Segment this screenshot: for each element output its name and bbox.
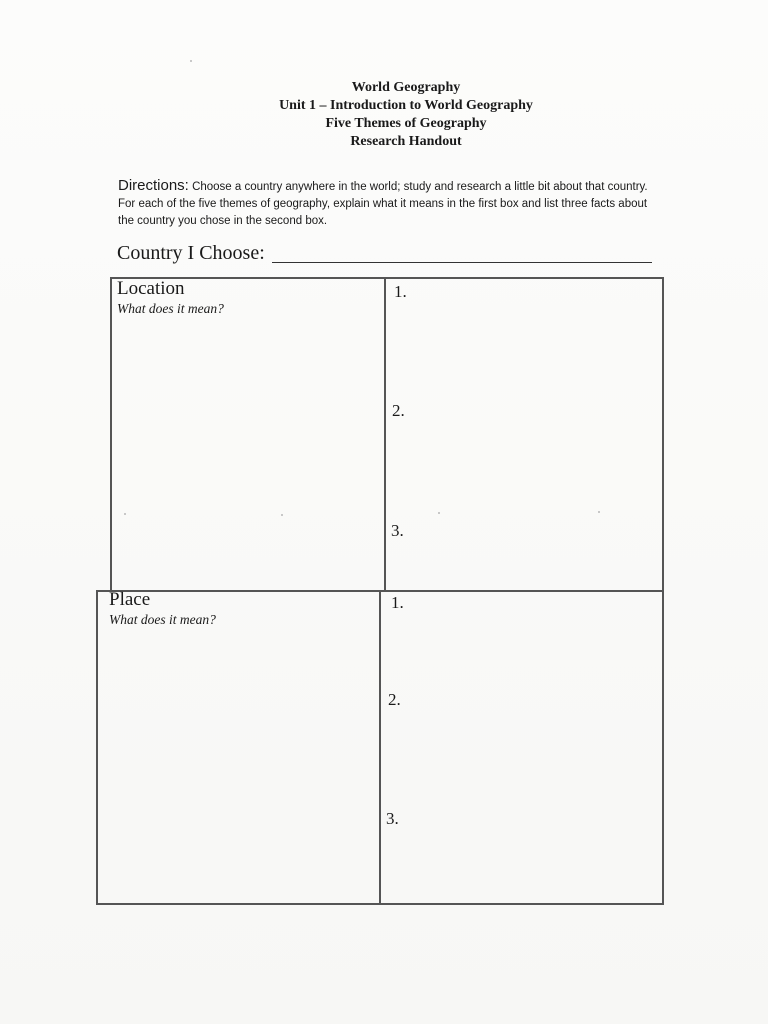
scan-speck xyxy=(598,511,600,513)
place-fact-2: 2. xyxy=(388,690,401,709)
country-row xyxy=(117,240,657,270)
grid-top-border xyxy=(110,277,664,279)
scan-speck xyxy=(281,514,283,516)
country-label: Country I Choose: xyxy=(117,242,265,264)
handout-title: Research Handout xyxy=(350,134,462,149)
location-title: Location xyxy=(117,278,185,299)
directions-text: Choose a country anywhere in the world; study and research a little bit about that country. For each of the five themes of geography, explain what it means in the first box and list three facts about the country you chose in the second box. xyxy=(118,181,648,227)
directions-paragraph xyxy=(118,177,663,230)
country-answer-line[interactable] xyxy=(272,262,652,263)
place-prompt: What does it mean? xyxy=(109,612,216,627)
scan-speck xyxy=(190,60,192,62)
scan-speck xyxy=(438,512,440,514)
grid-center-divider-top xyxy=(384,277,386,591)
scan-speck xyxy=(124,513,126,515)
worksheet-header xyxy=(0,79,768,151)
location-fact-2: 2. xyxy=(392,401,405,420)
place-fact-1: 1. xyxy=(391,593,404,612)
location-meaning-area[interactable] xyxy=(112,321,382,587)
themes-grid xyxy=(96,277,664,905)
directions-lead: Directions: xyxy=(118,177,189,194)
grid-left-border-bottom xyxy=(96,590,98,904)
location-prompt: What does it mean? xyxy=(117,301,224,316)
unit-title: Unit 1 – Introduction to World Geography xyxy=(279,98,533,113)
course-title: World Geography xyxy=(351,80,461,95)
place-title: Place xyxy=(109,589,151,610)
place-meaning-area[interactable] xyxy=(99,633,377,901)
grid-center-divider-bottom xyxy=(379,590,381,904)
place-fact-3: 3. xyxy=(386,809,399,828)
location-fact-1: 1. xyxy=(394,282,407,301)
topic-title: Five Themes of Geography xyxy=(325,116,487,131)
location-fact-3: 3. xyxy=(391,521,404,540)
